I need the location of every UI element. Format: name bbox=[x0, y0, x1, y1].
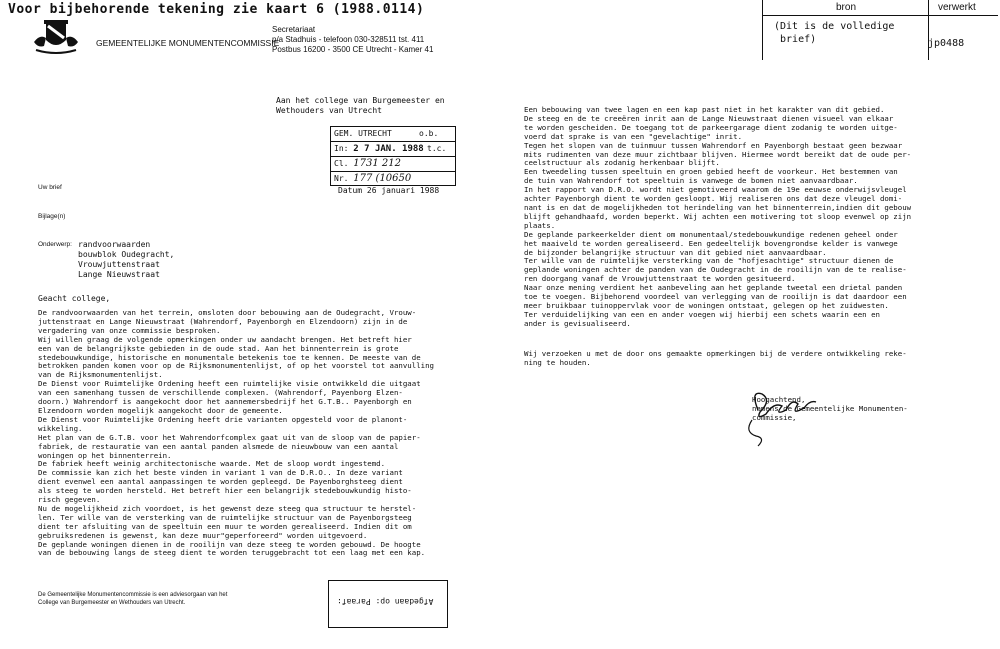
footer-note: De Gemeentelijke Monumentencommissie is een adviesorgaan van het College van Burgemeester en Wethouders van Utrecht. bbox=[38, 592, 228, 606]
stamp-title: GEM. UTRECHT bbox=[334, 129, 392, 138]
source-box-divider bbox=[762, 15, 998, 16]
letter-body-right-column: Een bebouwing van twee lagen en een kap past niet in het karakter van dit gebied. De steeg en de te creeëren inrit aan de Lange Nieuwstraat dienen visueel van elkaar te worden gescheiden. De toegang tot de parkeergarage dient zodanig te worden uitge- voerd dat sprake is van een "gevelachtige" inrit. Tegen het slopen van de tuinmuur tussen Wahrendorf en Payenborgh bestaat geen bezwaar mits rudimenten van deze muur zichtbaar blijven. Hiermee wordt bereikt dat de oude per- ceelstructuur als zodanig herkenbaar blijft. Een tweedeling tussen speeltuin en groen gebied heeft de voorkeur. Het bestemmen van de tuin van Wahrendorf tot speeltuin is vanwege de bomen niet aanvaardbaar. In het rapport van D.R.O. wordt niet gemotiveerd waarom de 19e eeuwse onderwijsvleugel achter Payenborgh dient te worden gesloopt. Wij realiseren ons dat deze vleugel domi- nant is en dat de mogelijkheden tot herindeling van het binnenterrein,indien dit gebouw blijft gehandhaafd, worden beperkt. Wij achten een motivering tot sloop evenwel op zijn plaats. De geplande parkeerkelder dient om monumentaal/stedebouwkundige redenen geheel onder het maaiveld te worden gerealiseerd. Een gedeeltelijk bovengrondse kelder is vanwege de bijzonder belangrijke structuur van dit gebied niet aanvaardbaar. Ter wille van de ruimtelijke versterking van de "hofjesachtige" structuur dienen de geplande woningen achter de panden van de Oudegracht in de rooilijn van de te realise- ren doorgang vanaf de Vrouwjuttenstraat te worden gesitueerd. Naar onze mening verdient het aanbeveling aan het geplande tweetal een drietal panden toe te voegen. Bijbehorend voordeel van verlegging van de rooilijn is dat daardoor een meer bruikbaar tuinoppervlak voor de woningen ontstaat, gelegen op het zuidwesten. Ter verduidelijking van een en ander voegen wij hierbij een schets waarin een en ander is gevisualiseerd. bbox=[524, 105, 912, 328]
secretariat-line: Postbus 16200 - 3500 CE Utrecht - Kamer 41 bbox=[272, 45, 434, 54]
letter-date: Datum 26 januari 1988 bbox=[338, 186, 440, 195]
closing-paragraph: Wij verzoeken u met de door ons gemaakte opmerkingen bij de verdere ontwikkeling reke- ning te houden. bbox=[524, 349, 907, 367]
bron-value: (Dit is de volledige brief) bbox=[774, 21, 895, 45]
afgedaan-box bbox=[328, 580, 448, 628]
organization-name: GEMEENTELIJKE MONUMENTENCOMMISSIE bbox=[96, 38, 280, 48]
received-stamp bbox=[330, 126, 456, 186]
recipient-address: Aan het college van Burgemeester en Wethouders van Utrecht bbox=[276, 96, 445, 115]
stamp-in-label: In: bbox=[334, 144, 349, 153]
stamp-cl-label: Cl. bbox=[334, 159, 349, 168]
stamp-nr-label: Nr. bbox=[334, 174, 349, 183]
stamp-row bbox=[331, 172, 455, 186]
stamp-ob: o.b. bbox=[419, 129, 439, 138]
salutation: Geacht college, bbox=[38, 294, 111, 303]
stamp-tc: t.c. bbox=[427, 144, 447, 153]
stamp-in-date: 2 7 JAN. 1988 bbox=[353, 144, 424, 154]
source-box-divider bbox=[762, 0, 763, 60]
stamp-row bbox=[331, 157, 455, 172]
source-box bbox=[762, 0, 998, 60]
signature-block: Hoogachtend, namens de Gemeentelijke Monumenten- commissie, bbox=[752, 395, 908, 422]
stamp-row bbox=[331, 142, 455, 157]
bron-header: bron bbox=[836, 2, 857, 13]
document-top-title: Voor bijbehorende tekening zie kaart 6 (1988.0114) bbox=[8, 2, 425, 17]
verwerkt-value: jp0488 bbox=[928, 38, 965, 49]
afgedaan-text: Afgedaan op: Paraaf: bbox=[337, 597, 434, 606]
letter-body-left-column: De randvoorwaarden van het terrein, omsloten door bebouwing aan de Oudegracht, Vrouw- juttenstraat en Lange Nieuwstraat (Wahrendorf, Payenborgh en Elzendoorn) zijn in de vergadering van onze commissie besproken. Wij willen graag de volgende opmerkingen onder uw aandacht brengen. Het betreft hier een van de belangrijkste gebieden in de oude stad. Aan het binnenterrein is grote stedebouwkundige, historische en monumentale betekenis toe te kennen. De meeste van de betrokken panden komen voor op de Rijksmonumentenlijst, of op het voorstel tot aanvulling van de Rijksmonumentenlijst. De Dienst voor Ruimtelijke Ordening heeft een ruimtelijke visie ontwikkeld die uitgaat van een samenhang tussen de verschillende complexen. (Wahrendorf, Payenborg Elzen- doorn.) Wahrendorf is aangekocht door het aannemersbedrijf het G.T.B.. Payenborgh en Elzendoorn worden mogelijk aangekocht door de gemeente. De Dienst voor Ruimtelijke Ordening heeft drie varianten opgesteld voor de planont- wikkeling. Het plan van de G.T.B. voor het Wahrendorfcomplex gaat uit van de sloop van de papier- fabriek, de restauratie van een aantal panden alsmede de nieuwbouw van een aantal woningen op het binnenterrein. De fabriek heeft weinig architectonische waarde. Met de sloop wordt ingestemd. De commissie kan zich het beste vinden in variant 1 van de D.R.O.. In deze variant dient evenwel een aantal aanpassingen te worden gepleegd. De Payenborghsteeg dient als steeg te worden hersteld. Het betreft hier een belangrijk stedebouwkundig histo- risch gegeven. Nu de mogelijkheid zich voordoet, is het gewenst deze steeg qua structuur te herstel- len. Ter wille van de versterking van de ruimtelijke structuur van de Payenborgsteeg dient ter afsluiting van de speeltuin een muur te worden gerealiseerd. Indien dit om gebruiksredenen is gewenst, kan deze muur"geperforeerd" worden uitgevoerd. De geplande woningen dienen in de rooilijn van deze steeg te worden gebouwd. De hoogte van de bebouwing langs de steeg dient te worden teruggebracht tot een laag met een kap. bbox=[38, 308, 435, 558]
bijlage-label: Bijlage(n) bbox=[38, 213, 66, 220]
subject-text: randvoorwaarden bouwblok Oudegracht, Vrouwjuttenstraat Lange Nieuwstraat bbox=[78, 240, 175, 279]
stamp-cl-value: 1731 212 bbox=[353, 158, 401, 169]
secretariat-line: p/a Stadhuis - telefoon 030-328511 tst. 411 bbox=[272, 35, 425, 44]
verwerkt-header: verwerkt bbox=[938, 2, 976, 13]
source-box-divider bbox=[928, 0, 929, 60]
onderwerp-label: Onderwerp: bbox=[38, 241, 72, 248]
secretariat-line: Secretariaat bbox=[272, 25, 316, 34]
stamp-row bbox=[331, 127, 455, 142]
secretariat-block bbox=[272, 25, 433, 55]
municipal-coat-of-arms-logo bbox=[30, 16, 82, 56]
uw-brief-label: Uw brief bbox=[38, 184, 62, 191]
stamp-nr-value: 177 (10650 bbox=[353, 173, 412, 184]
